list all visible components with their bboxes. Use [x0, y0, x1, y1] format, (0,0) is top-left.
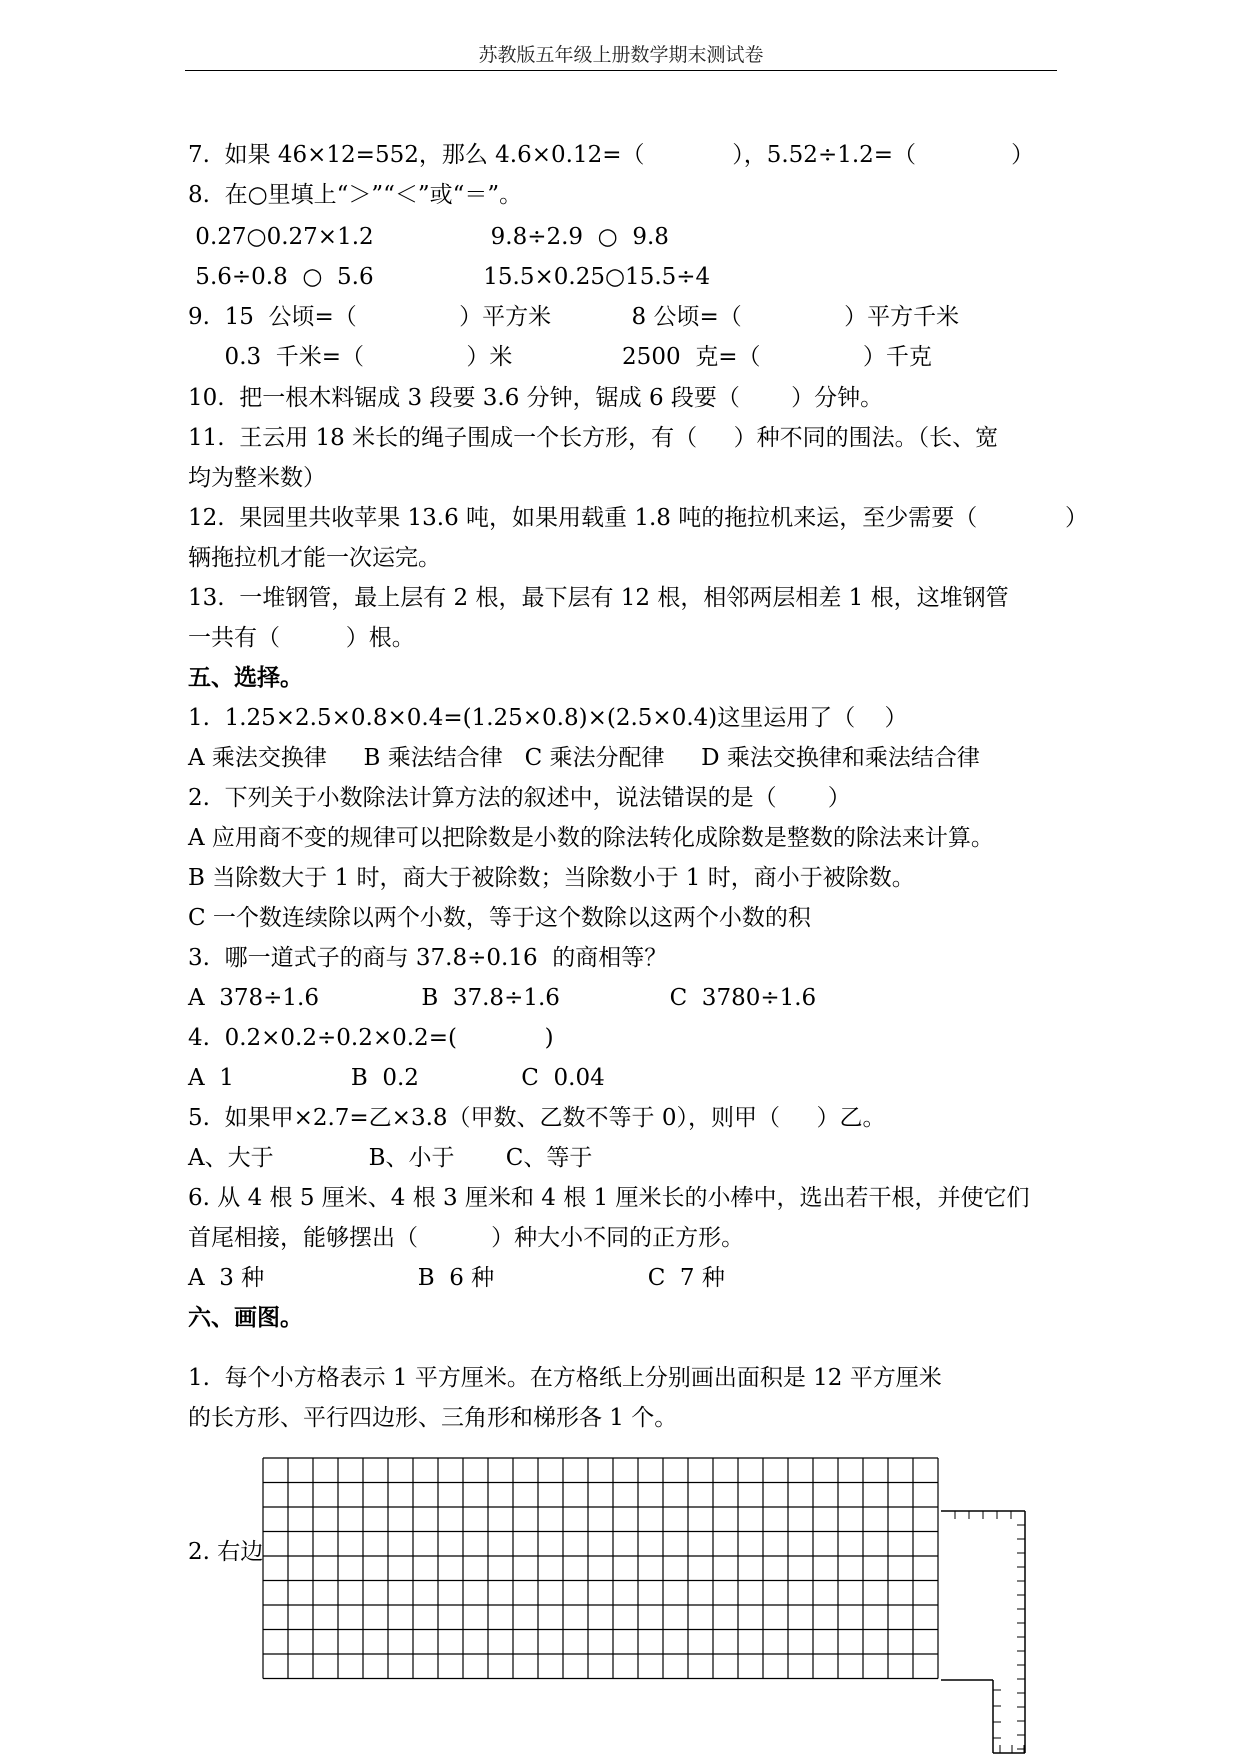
header-divider — [185, 70, 1057, 71]
text-line: 均为整米数） — [188, 465, 326, 491]
text-line: 3. 哪一道式子的商与 37.8÷0.16 的商相等？ — [188, 945, 668, 971]
text-line: C 一个数连续除以两个小数，等于这个数除以这两个小数的积 — [188, 905, 811, 931]
text-line: A 1 B 0.2 C 0.04 — [188, 1065, 605, 1091]
text-line: 一共有（ ）根。 — [188, 625, 415, 651]
square-grid-paper — [262, 1457, 942, 1680]
text-line: 12. 果园里共收苹果 13.6 吨，如果用载重 1.8 吨的拖拉机来运，至少需要（ ） — [188, 505, 1088, 531]
text-line: 的长方形、平行四边形、三角形和梯形各 1 个。 — [188, 1405, 678, 1431]
text-line: 6. 从 4 根 5 厘米、4 根 3 厘米和 4 根 1 厘米长的小棒中，选出若干根，并使它们 — [188, 1185, 1030, 1211]
text-line: 1. 每个小方格表示 1 平方厘米。在方格纸上分别画出面积是 12 平方厘米 — [188, 1365, 942, 1391]
text-line: A 3 种 B 6 种 C 7 种 — [188, 1265, 725, 1291]
text-line: 1. 1.25×2.5×0.8×0.4=(1.25×0.8)×(2.5×0.4)这里运用了（ ） — [188, 705, 908, 731]
text-line: 5. 如果甲×2.7=乙×3.8（甲数、乙数不等于 0），则甲（ ）乙。 — [188, 1105, 886, 1131]
text-line: 0.3 千米=（ ）米 2500 克=（ ）千克 — [188, 344, 932, 370]
text-line: 5.6÷0.8 ○ 5.6 15.5×0.25○15.5÷4 — [188, 264, 711, 290]
text-line: 11. 王云用 18 米长的绳子围成一个长方形，有（ ）种不同的围法。（长、宽 — [188, 425, 999, 451]
text-line: 7. 如果 46×12=552，那么 4.6×0.12=（ ），5.52÷1.2=（ ） — [188, 142, 1035, 168]
text-line: 9. 15 公顷=（ ）平方米 8 公顷=（ ）平方千米 — [188, 304, 960, 330]
section-heading: 六、画图。 — [188, 1304, 303, 1331]
text-line: A 378÷1.6 B 37.8÷1.6 C 3780÷1.6 — [188, 985, 817, 1011]
text-line: 0.27○0.27×1.2 9.8÷2.9 ○ 9.8 — [188, 224, 669, 250]
text-line: 辆拖拉机才能一次运完。 — [188, 545, 441, 571]
section-heading: 五、选择。 — [188, 664, 303, 691]
text-line: A 乘法交换律 B 乘法结合律 C 乘法分配律 D 乘法交换律和乘法结合律 — [188, 745, 980, 771]
ruler-frame-figure — [940, 1510, 1030, 1754]
text-line: 4. 0.2×0.2÷0.2×0.2=( ) — [188, 1025, 554, 1051]
text-line: 13. 一堆钢管，最上层有 2 根，最下层有 12 根，相邻两层相差 1 根，这堆钢管 — [188, 585, 1009, 611]
text-line: 8. 在○里填上“＞”“＜”或“＝”。 — [188, 182, 523, 208]
text-line: A 应用商不变的规律可以把除数是小数的除法转化成除数是整数的除法来计算。 — [188, 825, 994, 851]
text-line: 10. 把一根木料锯成 3 段要 3.6 分钟，锯成 6 段要（ ）分钟。 — [188, 385, 884, 411]
text-line: 首尾相接，能够摆出（ ）种大小不同的正方形。 — [188, 1225, 745, 1251]
text-line: 2. 下列关于小数除法计算方法的叙述中，说法错误的是（ ） — [188, 785, 851, 811]
question-2-partial-label: 2. 右边 — [188, 1539, 264, 1565]
text-line: B 当除数大于 1 时，商大于被除数；当除数小于 1 时，商小于被除数。 — [188, 865, 915, 891]
page-header-title: 苏教版五年级上册数学期末测试卷 — [478, 44, 764, 66]
text-line: A、大于 B、小于 C、等于 — [188, 1145, 593, 1171]
